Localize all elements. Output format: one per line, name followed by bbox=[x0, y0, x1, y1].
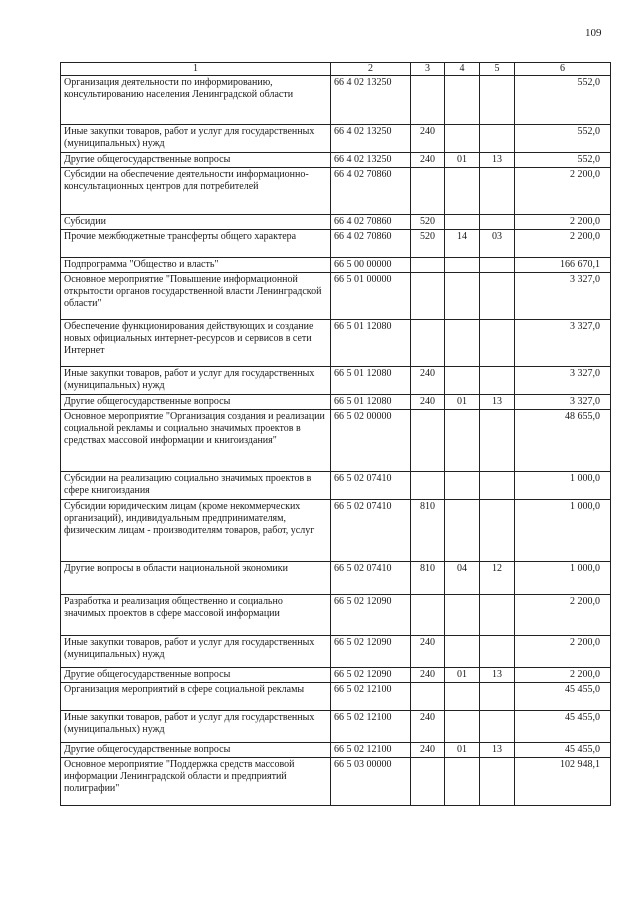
row-code: 66 5 01 12080 bbox=[331, 395, 411, 410]
row-col3: 240 bbox=[411, 743, 445, 758]
row-code: 66 4 02 70860 bbox=[331, 230, 411, 258]
row-code: 66 5 02 12090 bbox=[331, 595, 411, 636]
row-col4 bbox=[445, 273, 480, 320]
row-code: 66 5 02 00000 bbox=[331, 410, 411, 472]
table-header-row bbox=[61, 63, 611, 76]
table-row bbox=[61, 668, 611, 683]
row-col4 bbox=[445, 500, 480, 562]
row-col3: 810 bbox=[411, 562, 445, 595]
row-col3 bbox=[411, 758, 445, 806]
table-row bbox=[61, 595, 611, 636]
row-code: 66 5 02 12090 bbox=[331, 636, 411, 668]
row-amount: 2 200,0 bbox=[515, 168, 611, 215]
row-name: Подпрограмма "Общество и власть" bbox=[61, 258, 331, 273]
column-header-6: 6 bbox=[515, 63, 611, 76]
table-row bbox=[61, 320, 611, 367]
row-amount: 2 200,0 bbox=[515, 215, 611, 230]
row-col3: 240 bbox=[411, 636, 445, 668]
table-row bbox=[61, 743, 611, 758]
row-col5 bbox=[480, 367, 515, 395]
row-col5: 13 bbox=[480, 668, 515, 683]
row-code: 66 5 00 00000 bbox=[331, 258, 411, 273]
row-col3 bbox=[411, 76, 445, 125]
row-amount: 45 455,0 bbox=[515, 743, 611, 758]
row-amount: 2 200,0 bbox=[515, 636, 611, 668]
table-row bbox=[61, 215, 611, 230]
row-name: Субсидии на обеспечение деятельности информационно-консультационных центров для потребителей bbox=[61, 168, 331, 215]
row-col4 bbox=[445, 125, 480, 153]
table-row bbox=[61, 168, 611, 215]
row-col3 bbox=[411, 258, 445, 273]
table-row bbox=[61, 636, 611, 668]
column-header-5: 5 bbox=[480, 63, 515, 76]
row-amount: 3 327,0 bbox=[515, 273, 611, 320]
row-col5 bbox=[480, 168, 515, 215]
row-col4: 01 bbox=[445, 153, 480, 168]
table-row bbox=[61, 410, 611, 472]
row-amount: 3 327,0 bbox=[515, 395, 611, 410]
row-code: 66 4 02 70860 bbox=[331, 215, 411, 230]
row-col4: 01 bbox=[445, 395, 480, 410]
row-col3: 240 bbox=[411, 125, 445, 153]
row-name: Обеспечение функционирования действующих и создание новых официальных интернет-ресурсов и сервисов в сети Интернет bbox=[61, 320, 331, 367]
row-col3: 240 bbox=[411, 711, 445, 743]
table-row bbox=[61, 273, 611, 320]
row-col4: 04 bbox=[445, 562, 480, 595]
row-col5 bbox=[480, 711, 515, 743]
row-col3 bbox=[411, 472, 445, 500]
row-col5 bbox=[480, 595, 515, 636]
row-code: 66 5 02 12090 bbox=[331, 668, 411, 683]
row-col5 bbox=[480, 215, 515, 230]
row-code: 66 5 03 00000 bbox=[331, 758, 411, 806]
row-col4 bbox=[445, 76, 480, 125]
row-amount: 1 000,0 bbox=[515, 562, 611, 595]
row-col4: 01 bbox=[445, 668, 480, 683]
row-col5: 03 bbox=[480, 230, 515, 258]
row-col5 bbox=[480, 258, 515, 273]
row-col5 bbox=[480, 320, 515, 367]
row-code: 66 4 02 70860 bbox=[331, 168, 411, 215]
column-header-3: 3 bbox=[411, 63, 445, 76]
row-col3 bbox=[411, 683, 445, 711]
row-col5 bbox=[480, 472, 515, 500]
row-col4: 01 bbox=[445, 743, 480, 758]
row-code: 66 5 02 07410 bbox=[331, 472, 411, 500]
row-code: 66 4 02 13250 bbox=[331, 76, 411, 125]
row-amount: 2 200,0 bbox=[515, 668, 611, 683]
row-col4 bbox=[445, 683, 480, 711]
row-code: 66 4 02 13250 bbox=[331, 153, 411, 168]
row-code: 66 5 02 12100 bbox=[331, 743, 411, 758]
row-col3 bbox=[411, 410, 445, 472]
row-amount: 3 327,0 bbox=[515, 367, 611, 395]
row-col5: 13 bbox=[480, 395, 515, 410]
row-code: 66 5 02 12100 bbox=[331, 711, 411, 743]
row-name: Разработка и реализация общественно и социально значимых проектов в сфере массовой информации bbox=[61, 595, 331, 636]
row-col4 bbox=[445, 595, 480, 636]
row-name: Субсидии bbox=[61, 215, 331, 230]
row-amount: 552,0 bbox=[515, 76, 611, 125]
row-col3: 240 bbox=[411, 367, 445, 395]
row-col4 bbox=[445, 758, 480, 806]
row-amount: 552,0 bbox=[515, 153, 611, 168]
row-amount: 3 327,0 bbox=[515, 320, 611, 367]
row-col3: 810 bbox=[411, 500, 445, 562]
row-col3 bbox=[411, 168, 445, 215]
row-amount: 2 200,0 bbox=[515, 595, 611, 636]
row-col4 bbox=[445, 711, 480, 743]
table-row bbox=[61, 711, 611, 743]
row-code: 66 5 01 00000 bbox=[331, 273, 411, 320]
page-number: 109 bbox=[585, 27, 602, 39]
row-amount: 45 455,0 bbox=[515, 683, 611, 711]
row-col5 bbox=[480, 758, 515, 806]
table-row bbox=[61, 230, 611, 258]
row-name: Основное мероприятие "Повышение информационной открытости органов государственной власти Ленинградской области" bbox=[61, 273, 331, 320]
row-col3: 240 bbox=[411, 395, 445, 410]
row-col3 bbox=[411, 273, 445, 320]
row-col4 bbox=[445, 472, 480, 500]
row-col3: 240 bbox=[411, 668, 445, 683]
row-name: Иные закупки товаров, работ и услуг для государственных (муниципальных) нужд bbox=[61, 367, 331, 395]
row-amount: 2 200,0 bbox=[515, 230, 611, 258]
row-amount: 1 000,0 bbox=[515, 472, 611, 500]
row-amount: 1 000,0 bbox=[515, 500, 611, 562]
table-row bbox=[61, 562, 611, 595]
row-name: Другие вопросы в области национальной экономики bbox=[61, 562, 331, 595]
table-row bbox=[61, 683, 611, 711]
table-row bbox=[61, 153, 611, 168]
row-col3: 520 bbox=[411, 215, 445, 230]
column-header-4: 4 bbox=[445, 63, 480, 76]
column-header-2: 2 bbox=[331, 63, 411, 76]
row-amount: 102 948,1 bbox=[515, 758, 611, 806]
table-row bbox=[61, 367, 611, 395]
row-name: Другие общегосударственные вопросы bbox=[61, 395, 331, 410]
row-col5 bbox=[480, 76, 515, 125]
row-col5 bbox=[480, 125, 515, 153]
row-col4 bbox=[445, 320, 480, 367]
row-col3: 520 bbox=[411, 230, 445, 258]
row-code: 66 5 01 12080 bbox=[331, 367, 411, 395]
row-col4 bbox=[445, 215, 480, 230]
row-name: Организация мероприятий в сфере социальной рекламы bbox=[61, 683, 331, 711]
column-header-1: 1 bbox=[61, 63, 331, 76]
row-name: Иные закупки товаров, работ и услуг для государственных (муниципальных) нужд bbox=[61, 636, 331, 668]
row-name: Субсидии на реализацию социально значимых проектов в сфере книгоиздания bbox=[61, 472, 331, 500]
row-name: Основное мероприятие "Организация создания и реализации социальной рекламы и социально значимых проектов в средствах массовой информации и книгоиздания" bbox=[61, 410, 331, 472]
row-col4 bbox=[445, 258, 480, 273]
row-name: Прочие межбюджетные трансферты общего характера bbox=[61, 230, 331, 258]
row-col5 bbox=[480, 410, 515, 472]
table-row bbox=[61, 395, 611, 410]
row-amount: 166 670,1 bbox=[515, 258, 611, 273]
table-row bbox=[61, 125, 611, 153]
row-name: Другие общегосударственные вопросы bbox=[61, 743, 331, 758]
row-col5: 13 bbox=[480, 153, 515, 168]
row-col5 bbox=[480, 636, 515, 668]
row-code: 66 5 02 12100 bbox=[331, 683, 411, 711]
row-col5: 13 bbox=[480, 743, 515, 758]
table-row bbox=[61, 258, 611, 273]
row-name: Иные закупки товаров, работ и услуг для государственных (муниципальных) нужд bbox=[61, 125, 331, 153]
row-name: Другие общегосударственные вопросы bbox=[61, 668, 331, 683]
budget-table bbox=[60, 62, 611, 806]
row-name: Другие общегосударственные вопросы bbox=[61, 153, 331, 168]
budget-table-body bbox=[61, 63, 611, 806]
row-col4 bbox=[445, 636, 480, 668]
table-row bbox=[61, 472, 611, 500]
row-col4 bbox=[445, 367, 480, 395]
row-col5 bbox=[480, 273, 515, 320]
table-row bbox=[61, 76, 611, 125]
row-col3 bbox=[411, 320, 445, 367]
table-row bbox=[61, 500, 611, 562]
row-amount: 48 655,0 bbox=[515, 410, 611, 472]
row-name: Организация деятельности по информированию, консультированию населения Ленинградской области bbox=[61, 76, 331, 125]
row-col4 bbox=[445, 410, 480, 472]
row-code: 66 5 01 12080 bbox=[331, 320, 411, 367]
row-col3: 240 bbox=[411, 153, 445, 168]
row-col5 bbox=[480, 500, 515, 562]
row-name: Иные закупки товаров, работ и услуг для государственных (муниципальных) нужд bbox=[61, 711, 331, 743]
row-name: Основное мероприятие "Поддержка средств массовой информации Ленинградской области и предприятий полиграфии" bbox=[61, 758, 331, 806]
table-row bbox=[61, 758, 611, 806]
row-amount: 552,0 bbox=[515, 125, 611, 153]
row-col4: 14 bbox=[445, 230, 480, 258]
row-col5: 12 bbox=[480, 562, 515, 595]
row-code: 66 5 02 07410 bbox=[331, 500, 411, 562]
row-col5 bbox=[480, 683, 515, 711]
row-code: 66 4 02 13250 bbox=[331, 125, 411, 153]
row-name: Субсидии юридическим лицам (кроме некоммерческих организаций), индивидуальным предпринимателям, физическим лицам - производителям товаров, работ, услуг bbox=[61, 500, 331, 562]
row-code: 66 5 02 07410 bbox=[331, 562, 411, 595]
row-amount: 45 455,0 bbox=[515, 711, 611, 743]
row-col4 bbox=[445, 168, 480, 215]
row-col3 bbox=[411, 595, 445, 636]
